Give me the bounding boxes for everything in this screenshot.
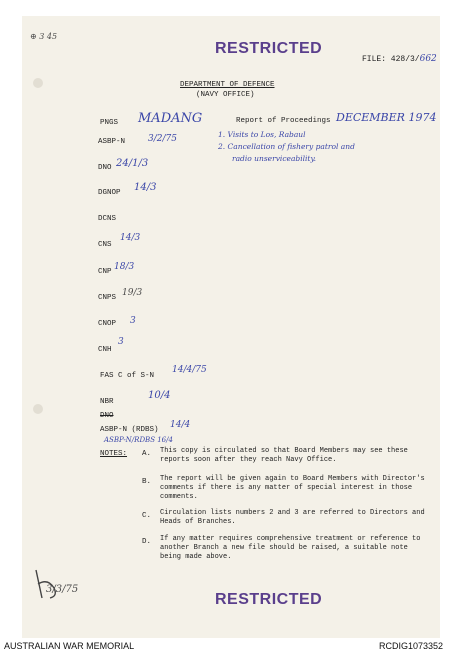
routing-label: CNH	[98, 346, 112, 354]
note-text: Circulation lists numbers 2 and 3 are referred to Directors and Heads of Branches.	[160, 509, 425, 526]
punch-hole	[33, 404, 43, 414]
signature-date: 3/3/75	[46, 584, 79, 595]
routing-initials: 19/3	[122, 288, 143, 298]
punch-hole	[33, 78, 43, 88]
hand-note-1: 1. Visits to Los, Rabaul	[218, 130, 306, 139]
routing-label: ASBP-N	[98, 138, 126, 146]
routing-extra-initials: ASBP-N/RDBS 16/4	[104, 436, 173, 444]
routing-label: DGNOP	[98, 189, 121, 197]
note-letter: C.	[142, 512, 152, 520]
routing-label: FAS C of S-N	[100, 372, 155, 380]
routing-label: CNOP	[98, 320, 117, 328]
routing-initials: 14/4	[170, 420, 191, 430]
hand-note-2: 2. Cancellation of fishery patrol and	[218, 142, 355, 151]
note-letter: D.	[142, 538, 152, 546]
restricted-stamp-bottom: RESTRICTED	[215, 591, 323, 608]
routing-initials: 24/1/3	[116, 158, 149, 169]
routing-label: CNPS	[98, 294, 117, 302]
report-period: DECEMBER 1974	[336, 111, 437, 124]
routing-initials: 3/2/75	[148, 134, 177, 144]
report-label: Report of Proceedings	[236, 117, 331, 125]
record-id: RCDIG1073352	[379, 641, 444, 651]
routing-label: DCNS	[98, 215, 117, 223]
archive-name: AUSTRALIAN WAR MEMORIAL	[4, 641, 135, 651]
routing-label: DNO	[100, 412, 114, 420]
ship-label: PNGS	[100, 119, 119, 127]
routing-initials: 3	[118, 337, 124, 347]
routing-label: CNP	[98, 268, 112, 276]
routing-label: DNO	[98, 164, 112, 172]
hand-note-3: radio unserviceability.	[232, 154, 317, 163]
note-text: If any matter requires comprehensive treatment or reference to another Branch a new file should be raised, a suitable note being made above.	[160, 535, 421, 561]
office-heading: (NAVY OFFICE)	[196, 91, 255, 99]
routing-initials: 18/3	[114, 262, 135, 272]
file-reference: FILE: 428/3/662	[362, 54, 437, 64]
routing-label: NBR	[100, 398, 114, 406]
notes-label: NOTES:	[100, 450, 128, 458]
ship-name: MADANG	[138, 111, 203, 126]
restricted-stamp-top: RESTRICTED	[215, 40, 323, 57]
routing-initials: 14/3	[134, 182, 157, 193]
note-text: The report will be given again to Board Members with Director's comments if there is any matter of special interest in those comments.	[160, 475, 425, 501]
routing-initials: 10/4	[148, 390, 171, 401]
note-letter: B.	[142, 478, 152, 486]
corner-mark: ⊕ 3 45	[30, 32, 58, 41]
routing-initials: 3	[130, 316, 136, 326]
note-text: This copy is circulated so that Board Members may see these reports soon after they reach Navy Office.	[160, 447, 408, 464]
department-heading: DEPARTMENT OF DEFENCE	[180, 81, 275, 89]
note-letter: A.	[142, 450, 152, 458]
routing-initials: 14/3	[120, 233, 141, 243]
routing-label: CNS	[98, 241, 112, 249]
routing-label: ASBP-N (RDBS)	[100, 426, 159, 434]
routing-initials: 14/4/75	[172, 365, 207, 375]
